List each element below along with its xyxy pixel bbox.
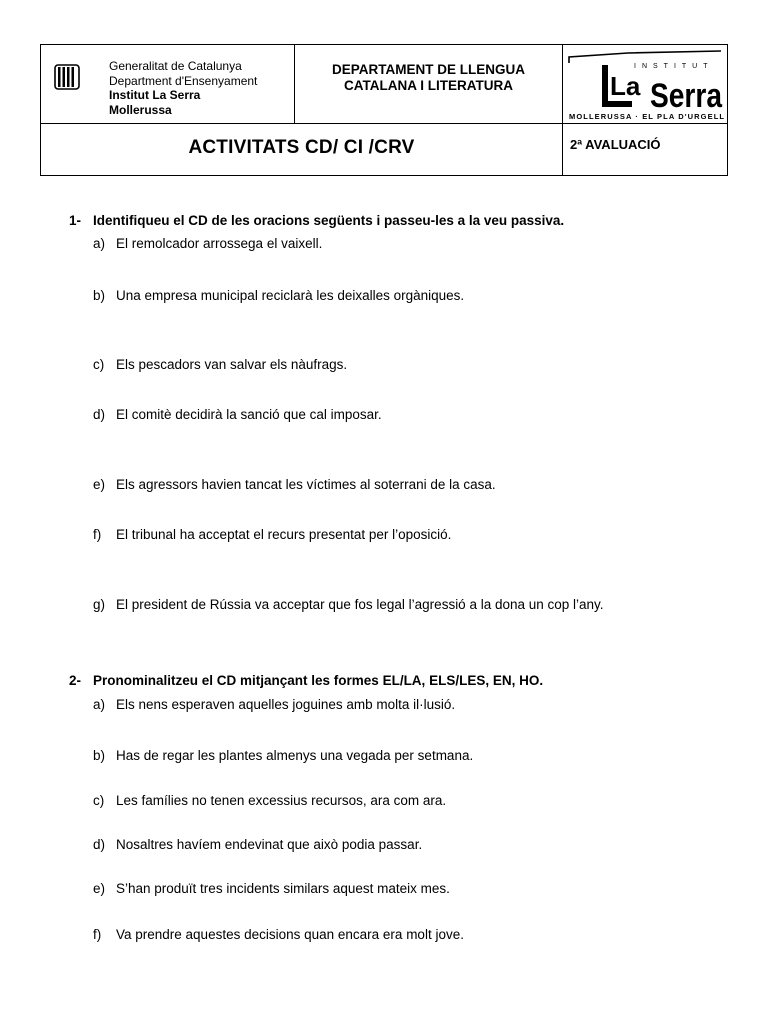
divider: [41, 123, 727, 124]
item-letter: d): [93, 407, 106, 422]
item-letter: f): [93, 527, 102, 542]
section-number: 2-: [69, 673, 82, 688]
list-item: [93, 288, 464, 303]
list-item: [93, 881, 450, 896]
organization-block: [109, 59, 257, 117]
section-number: 1-: [69, 213, 82, 228]
item-text: El comitè decidirà la sanció que cal imposar.: [116, 407, 382, 422]
logo-serra: Serra: [650, 77, 723, 115]
list-item: [93, 697, 455, 712]
item-letter: b): [93, 748, 106, 763]
school-name: Institut La Serra: [109, 88, 201, 102]
logo-institut: INSTITUT: [634, 63, 714, 70]
school-town: Mollerussa: [109, 102, 172, 117]
page-title: ACTIVITATS CD/ CI /CRV: [188, 137, 415, 158]
list-item: [93, 527, 451, 542]
item-letter: f): [93, 927, 102, 942]
department-line: CATALANA I LITERATURA: [344, 78, 513, 93]
list-item: [93, 793, 446, 808]
logo-location: MOLLERUSSA · EL PLA D'URGELL: [569, 112, 724, 121]
item-letter: b): [93, 288, 106, 303]
item-text: El tribunal ha acceptat el recurs presentat per l’oposició.: [116, 527, 452, 542]
item-text: Nosaltres havíem endevinat que això podia passar.: [116, 837, 423, 852]
item-text: Has de regar les plantes almenys una vegada per setmana.: [116, 748, 474, 763]
department-line: DEPARTAMENT DE LLENGUA: [332, 62, 525, 77]
item-text: Va prendre aquestes decisions quan encara era molt jove.: [116, 927, 464, 942]
list-item: [93, 357, 347, 372]
org-name: Generalitat de Catalunya: [109, 59, 242, 73]
evaluation-label: 2ª AVALUACIÓ: [570, 137, 661, 152]
list-item: [93, 477, 496, 492]
list-item: [93, 236, 322, 251]
item-text: Una empresa municipal reciclarà les deixalles orgàniques.: [116, 288, 465, 303]
department-name: [295, 62, 562, 94]
item-letter: a): [93, 236, 106, 251]
header-table: [40, 44, 728, 176]
item-text: El remolcador arrossega el vaixell.: [116, 236, 323, 251]
school-logo: [566, 49, 726, 121]
list-item: [93, 837, 422, 852]
item-letter: e): [93, 477, 106, 492]
item-text: Les famílies no tenen excessius recursos, ara com ara.: [116, 793, 447, 808]
generalitat-seal-icon: [53, 63, 81, 91]
item-letter: c): [93, 793, 105, 808]
item-letter: g): [93, 597, 106, 612]
item-text: Els pescadors van salvar els nàufrags.: [116, 357, 348, 372]
section-instruction: Identifiqueu el CD de les oracions següents i passeu-les a la veu passiva.: [93, 213, 565, 228]
org-department: Department d'Ensenyament: [109, 73, 258, 88]
list-item: [93, 597, 604, 612]
item-text: El president de Rússia va acceptar que fos legal l’agressió a la dona un cop l’any.: [116, 597, 604, 612]
item-text: Els agressors havien tancat les víctimes al soterrani de la casa.: [116, 477, 496, 492]
list-item: [93, 748, 473, 763]
item-text: S’han produït tres incidents similars aquest mateix mes.: [116, 881, 450, 896]
item-text: Els nens esperaven aquelles joguines amb molta il·lusió.: [116, 697, 456, 712]
item-letter: d): [93, 837, 106, 852]
item-letter: c): [93, 357, 105, 372]
item-letter: a): [93, 697, 106, 712]
logo-la: La: [610, 71, 641, 101]
item-letter: e): [93, 881, 106, 896]
divider: [562, 45, 563, 175]
list-item: [93, 927, 464, 942]
section-instruction: Pronominalitzeu el CD mitjançant les formes EL/LA, ELS/LES, EN, HO.: [93, 673, 544, 688]
list-item: [93, 407, 382, 422]
